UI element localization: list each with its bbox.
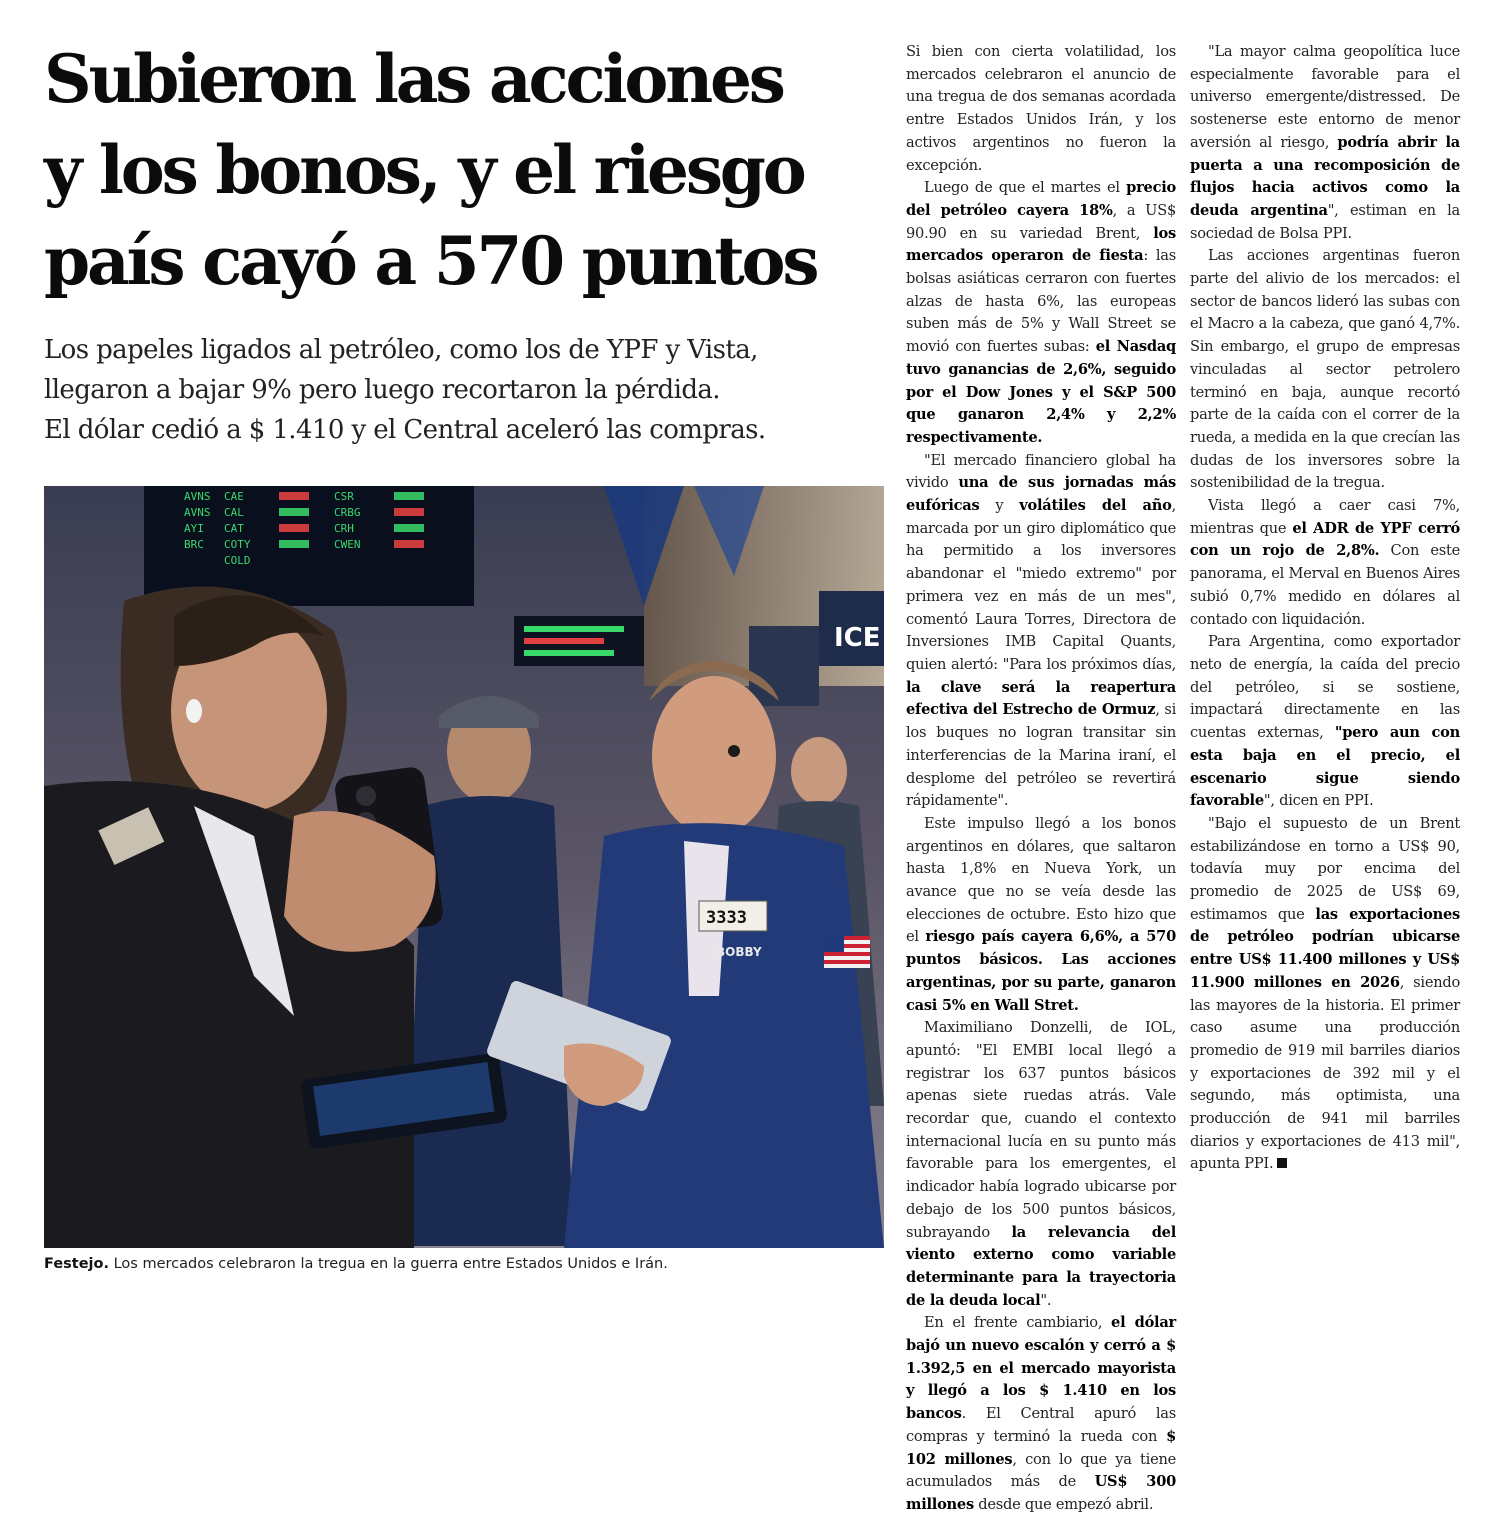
text-run: "Bajo el supuesto de un Brent estabilizándose en torno a US$ 90, todavía muy por encima del promedio de 2025 de US$ 69, estimamos que <box>1190 814 1460 923</box>
paragraph <box>1190 41 1460 245</box>
paragraph <box>906 813 1176 1017</box>
text-run: , a US$ 90.90 en su variedad Brent, <box>906 201 1176 242</box>
paragraph <box>1190 495 1460 631</box>
bold-run: US$ 300 millones <box>906 1473 1177 1513</box>
paragraph <box>906 1017 1176 1312</box>
caption-text: Los mercados celebraron la tregua en la guerra entre Estados Unidos e Irán. <box>109 1256 668 1272</box>
subheadline-line-3: El dólar cedió a $ 1.410 y el Central aceleró las compras. <box>44 415 766 445</box>
text-run: Este impulso llegó a los bonos argentinos en dólares, que saltaron hasta 1,8% en Nueva York, un avance que no se veía desde las elecciones de octubre. Esto hizo que el <box>906 814 1176 946</box>
paragraph <box>1190 813 1460 1176</box>
bold-run: la relevancia del viento externo como variable determinante para la trayectoria de la deuda local <box>906 1223 1176 1309</box>
board-ticker: AVNS <box>184 506 211 519</box>
board-ticker: COLD <box>224 554 251 567</box>
text-run: Luego de que el martes el <box>924 179 1127 197</box>
bold-run: las exportaciones de petróleo podrían ubicarse entre US$ 11.400 millones y US$ 11.900 millones en 2026 <box>1190 905 1461 991</box>
text-run: Vista llegó a caer casi 7%, mientras que <box>1190 497 1460 537</box>
text-run: : las bolsas asiáticas cerraron con fuertes alzas de hasta 6%, las europeas suben más de 5% y Wall Street se movió con fuertes subas: <box>906 247 1176 356</box>
subheadline-line-2: llegaron a bajar 9% pero luego recortaron la pérdida. <box>44 375 720 405</box>
bold-run: podría abrir la puerta a una recomposición de flujos hacia activos como la deuda argentina <box>1190 133 1460 219</box>
paragraph: Si bien con cierta volatilidad, los mercados celebraron el anuncio de una tregua de dos semanas acordada entre Estados Unidos Irán, y los activos argentinos no fueron la excepción. <box>906 43 1176 174</box>
bold-run: volátiles del año <box>1019 497 1172 515</box>
paragraph: Las acciones argentinas fueron parte del alivio de los mercados: el sector de bancos lideró las subas con el Macro a la cabeza, que ganó 4,7%. Sin embargo, el grupo de empresas vinculadas al sector petrolero terminó en baja, aunque recortó parte de la caída con el correr de la rueda, a medida en la que crecían las dudas de los inversores sobre la sostenibilidad de la tregua. <box>1190 247 1460 492</box>
subheadline-line-1: Los papeles ligados al petróleo, como los de YPF y Vista, <box>44 335 758 365</box>
board-ticker: COTY <box>224 538 251 551</box>
headline-line-3: país cayó a 570 puntos <box>44 222 817 300</box>
board-ticker: CRH <box>334 522 354 535</box>
badge-number: 3333 <box>706 908 747 928</box>
text-run: ". <box>1040 1291 1052 1309</box>
subheadline <box>44 330 884 450</box>
board-ticker: AYI <box>184 522 204 535</box>
paragraph <box>1190 631 1460 813</box>
board-ticker: CAL <box>224 506 244 519</box>
board-ticker: CSR <box>334 490 354 503</box>
text-run: En el frente cambiario, <box>924 1314 1112 1332</box>
text-run: "El mercado financiero global ha vivido <box>906 451 1176 492</box>
text-run: , siendo las mayores de la historia. El primer caso asume una producción promedio de 919 mil barriles diarios y exportaciones de 392 mil y el segundo, más optimista, una producción de 941 mil barriles diarios y exportaciones de 413 mil", apunta PPI. <box>1190 973 1460 1173</box>
text-run: Para Argentina, como exportador neto de energía, la caída del precio del petróleo, si se sostiene, impactará directamente en las cuentas externas, <box>1190 633 1460 742</box>
board-ticker: CAT <box>224 522 244 535</box>
bold-run: los mercados operaron de fiesta <box>906 224 1176 265</box>
bold-run: la clave será la reapertura efectiva del Estrecho de Ormuz <box>906 678 1176 719</box>
bold-run: riesgo país cayera 6,6%, a 570 puntos básicos. Las acciones argentinas, por su parte, ganaron casi 5% en Wall Stret. <box>906 928 1176 1014</box>
bold-run: el dólar bajó un nuevo escalón y cerró a $ 1.392,5 en el mercado mayorista y llegó a los $ 1.410 en los bancos <box>906 1314 1176 1423</box>
article-column-1 <box>906 41 1176 1517</box>
caption-label: Festejo. <box>44 1256 109 1272</box>
text-run: Maximiliano Donzelli, de IOL, apuntó: "El EMBI local llegó a registrar los 637 puntos básicos apenas siete ruedas atrás. Vale recordar que, cuando el contexto internacional lucía en su punto más favorable para los emergentes, el indicador había logrado ubicarse por debajo de los 500 puntos básicos, subrayando <box>906 1019 1176 1241</box>
text-run: . El Central apuró las compras y terminó la rueda con <box>906 1405 1176 1445</box>
paragraph <box>906 1312 1176 1516</box>
board-ticker: CRBG <box>334 506 361 519</box>
bold-run: el Nasdaq tuvo ganancias de 2,6%, seguido por el Dow Jones y el S&P 500 que ganaron 2,4% y 2,2% respectivamente. <box>906 338 1176 446</box>
paragraph <box>906 450 1176 813</box>
headline-line-2: y los bonos, y el riesgo <box>44 131 804 209</box>
headline-line-1: Subieron las acciones <box>44 40 783 118</box>
text-run: , con lo que ya tiene acumulados más de <box>906 1450 1176 1491</box>
bold-run: una de sus jornadas más eufóricas <box>906 474 1177 515</box>
text-run: "La mayor calma geopolítica luce especialmente favorable para el universo emergente/distressed. De sostenerse este entorno de menor aversión al riesgo, <box>1190 43 1460 151</box>
badge-name: BOBBY <box>716 945 762 959</box>
board-ticker: AVNS <box>184 490 211 503</box>
ice-logo-text: ICE <box>834 623 881 653</box>
trading-floor-illustration <box>44 486 884 1248</box>
article-column-2 <box>1190 41 1460 1176</box>
bold-run: precio del petróleo cayera 18% <box>906 179 1176 219</box>
board-ticker: CAE <box>224 490 244 503</box>
text-run: desde que empezó abril. <box>973 1496 1154 1513</box>
headline <box>44 34 884 307</box>
text-run: y <box>979 497 1020 515</box>
text-run: ", dicen en PPI. <box>1263 792 1374 810</box>
bold-run: "pero aun con esta baja en el precio, el escenario sigue siendo favorable <box>1190 724 1460 810</box>
text-run: , marcada por un giro diplomático que ha permitido a los inversores abandonar el "miedo extremo" por primera vez en más de un mes", comentó Laura Torres, Directora de Inversiones IMB Capital Quants, quien alertó: "Para los próximos días, <box>906 497 1176 673</box>
photo-caption <box>44 1253 884 1275</box>
news-photo <box>44 486 884 1248</box>
text-run: , si los buques no logran transitar sin interferencias de la Marina iraní, el desplome del petróleo se revertirá rápidamente". <box>906 701 1177 810</box>
paragraph <box>906 177 1176 449</box>
text-run: Con este panorama, el Merval en Buenos Aires subió 0,7% medido en dólares al contado con liquidación. <box>1190 542 1460 628</box>
end-of-article-mark <box>1277 1158 1287 1168</box>
us-flag-patch <box>824 936 870 968</box>
board-ticker: BRC <box>184 538 204 551</box>
bold-run: el ADR de YPF cerró con un rojo de 2,8%. <box>1190 519 1460 560</box>
bold-run: $ 102 millones <box>906 1427 1176 1468</box>
text-run: ", estiman en la sociedad de Bolsa PPI. <box>1190 201 1460 242</box>
board-ticker: CWEN <box>334 538 361 551</box>
